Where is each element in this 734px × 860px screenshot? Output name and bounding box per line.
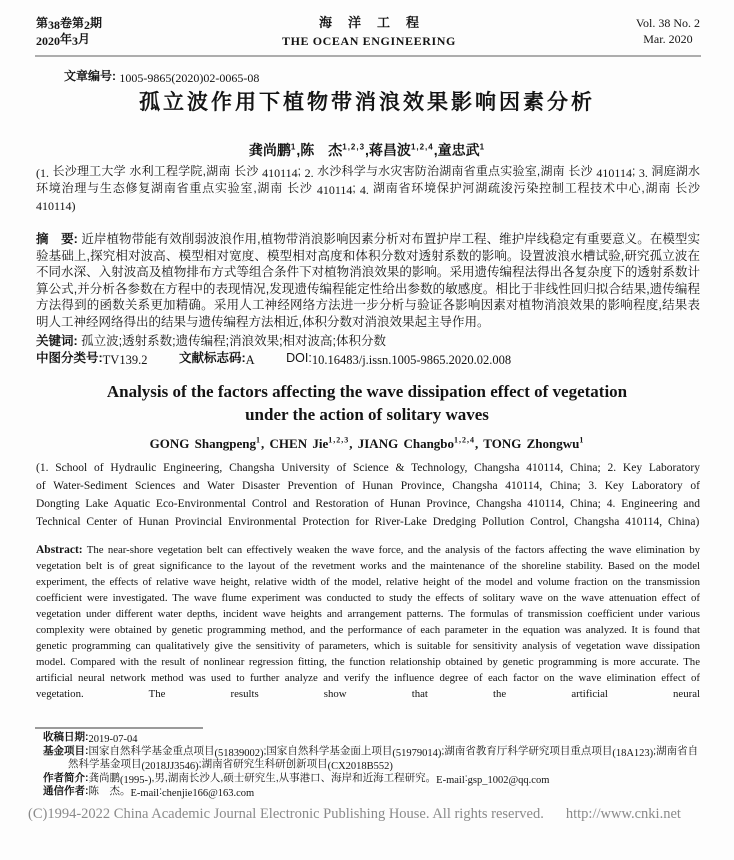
- issue-volume-en: Vol. 38 No. 2: [635, 15, 700, 30]
- keywords-label: 关键词:: [36, 334, 78, 348]
- journal-title-en: THE OCEAN ENGINEERING: [281, 34, 456, 48]
- cnki-url: http://www.cnki.net: [565, 806, 681, 822]
- issue-volume-cn: 第38卷第2期: [36, 15, 103, 32]
- footnote-received: 收稿日期:2019-07-04: [43, 731, 138, 745]
- author-cn: 龚尚鹏$^1$: [248, 142, 297, 158]
- issue-date-en: Mar. 2020: [643, 31, 693, 46]
- article-number-label: 文章编号:: [64, 69, 116, 83]
- footnote-corresponding: 通信作者:陈 杰。E-mail:chenjie166@163.com: [43, 785, 255, 799]
- abstract-en: [36, 542, 700, 702]
- keywords-text: 孤立波;透射系数;遗传编程;消浪效果;相对波高;体积分数: [81, 334, 387, 348]
- article-number: [64, 67, 259, 84]
- author-affil-sup: 1: [579, 435, 585, 445]
- footnote-funding: 基金项目:国家自然科学基金重点项目(51839002);国家自然科学基金面上项目(51979014);湖南省教育厅科学研究项目重点项目(18A123);湖南省自然科学基金项目(2018JJ3546);湖南省研究生科研创新项目(CX2018B552): [43, 744, 699, 772]
- footnote-divider: [35, 727, 203, 729]
- doi: DOI:10.16483/j.issn.1005-9865.2020.02.008: [286, 351, 512, 367]
- author-cn: ,陈 杰$^{1,2,3}$: [296, 142, 366, 158]
- classification-line: [36, 348, 700, 366]
- keywords-cn: [36, 331, 700, 349]
- author-affil-sup: 1,2,4: [410, 142, 434, 152]
- journal-title-cn: 海洋工程: [318, 15, 435, 30]
- abstract-cn-text: 近岸植物带能有效削弱波浪作用,植物带消浪影响因素分析对布置护岸工程、维护岸线稳定有重要意义。在模型实验基础上,探究相对波高、模型相对宽度、模型相对高度和体积分数对透射系数的影响。设置波浪水槽试验,研究孤立波在不同水深、入射波高及植物排布方式等组合条件下对植物消浪效果的影响。采用遗传编程法得出各复杂度下的透射系数计算公式,并分析各参数在方程中的表现情况,发现遗传编程能定性给出参数的敏感度。相比于非线性回归拟合结果,遗传编程方法得到的函数关系更加精确。采用人工神经网络方法进一步分析与验证各影响因素对植物消浪效果的影响程度,结果表明人工神经网络得出的结果与遗传编程方法相近,体积分数对消浪效果起主导作用。: [36, 232, 700, 329]
- author-affil-sup: 1: [256, 435, 262, 445]
- authors-cn: [0, 140, 734, 160]
- author-affil-sup: 1: [290, 142, 297, 152]
- header-rule: [35, 55, 701, 57]
- abstract-cn: [36, 231, 700, 331]
- author-en: , CHEN Jie$^{1,2,3}$: [261, 435, 350, 451]
- copyright-bar: [28, 806, 714, 823]
- article-number-value: 1005-9865(2020)02-0065-08: [119, 71, 260, 85]
- abstract-cn-label: 摘 要:: [36, 232, 78, 246]
- clc-number: 中图分类号:TV139.2: [36, 351, 148, 367]
- affiliation-en: (1. School of Hydraulic Engineering, Changsha University of Science & Technology, Changsha 410114, China; 2. Key Laboratory of Water-Sediment Sciences and Water Disaster Prevention of Hunan Province, Changsha 410114, China; 3. Key Laboratory of Dongting Lake Aquatic Eco-Environmental Control and Restoration of Hunan Province, Changsha 410114, China; 4. Engineering and Technical Center of Hunan Provincial Environmental Protection for River-Lake Dredging Pollution Control, Changsha 410114, China): [36, 462, 700, 528]
- author-affil-sup: 1: [479, 142, 486, 152]
- author-en: , JIANG Changbo$^{1,2,4}$: [349, 435, 476, 451]
- affiliation-cn: (1. 长沙理工大学 水利工程学院,湖南 长沙 410114; 2. 水沙科学与水灾害防治湖南省重点实验室,湖南 长沙 410114; 3. 洞庭湖水环境治理与生态修复湖南省重点实验室,湖南 长沙 410114; 4. 湖南省环境保护河湖疏浚污染控制工程技术中心,湖南 长沙 410114): [36, 164, 701, 213]
- abstract-en-text: The near-shore vegetation belt can effectively weaken the wave force, and the analysis of the factors affecting the wave elimination by vegetation belt is of great significance to the layout of the revetment works and the maintenance of the shoreline stability. Based on the model experiment, the effects of relative wave height, relative width of the model, relative height of the model and volume fraction on the transmission coefficient were investigated. The wave flume experiment was conducted to study the effects of solitary wave on the wave attenuation effect of vegetation under different water depths, incident wave heights and arrangement patterns. The formulas of transmission coefficient under various complexity were obtained by genetic programming method, and the performance of each parameter in the equation was analyzed. It is found that genetic programming can qualitatively give the sensitivity of parameters, which is suitable for sensitivity analysis of vegetation wave dissipation model. Compared with the result of nonlinear regression fitting, the function relationship obtained by genetic programming is more accurate. The artificial neural network method was used to further analyze and verify the influence degree of each factor on the wave elimination effect of vegetation. The results show that the artificial neural: [36, 544, 700, 700]
- paper-title-cn: 孤立波作用下植物带消浪效果影响因素分析: [139, 91, 595, 114]
- issue-date-cn: 2020年3月: [36, 31, 91, 48]
- journal-header: [36, 12, 700, 49]
- author-cn: ,童忠武$^1$: [433, 142, 486, 158]
- author-affil-sup: 1,2,4: [454, 435, 476, 445]
- footnote-author-bio: 作者简介:龚尚鹏(1995-),男,湖南长沙人,硕士研究生,从事港口、海岸和近海工程研究。E-mail:gsp_1002@qq.com: [43, 771, 550, 786]
- document-code: 文献标志码:A: [178, 351, 255, 367]
- journal-issue-cn: [36, 15, 102, 47]
- paper-title-en-wrap: [0, 380, 734, 426]
- copyright-text: (C)1994-2022 China Academic Journal Electronic Publishing House. All rights reserved.: [28, 806, 544, 822]
- author-affil-sup: 1,2,3: [328, 435, 350, 445]
- author-en: , TONG Zhongwu$^1$: [475, 435, 585, 451]
- authors-en: [0, 436, 734, 452]
- author-affil-sup: 1,2,3: [342, 142, 366, 152]
- abstract-en-label: Abstract:: [36, 544, 83, 556]
- journal-issue-en: [636, 15, 700, 47]
- footnotes: [43, 731, 700, 799]
- author-en: GONG Shangpeng$^1$: [149, 435, 262, 451]
- journal-title: [282, 12, 456, 49]
- paper-title-en: Analysis of the factors affecting the wave dissipation effect of vegetation under the action of solitary waves: [106, 382, 628, 424]
- author-cn: ,蒋昌波$^{1,2,4}$: [365, 142, 434, 158]
